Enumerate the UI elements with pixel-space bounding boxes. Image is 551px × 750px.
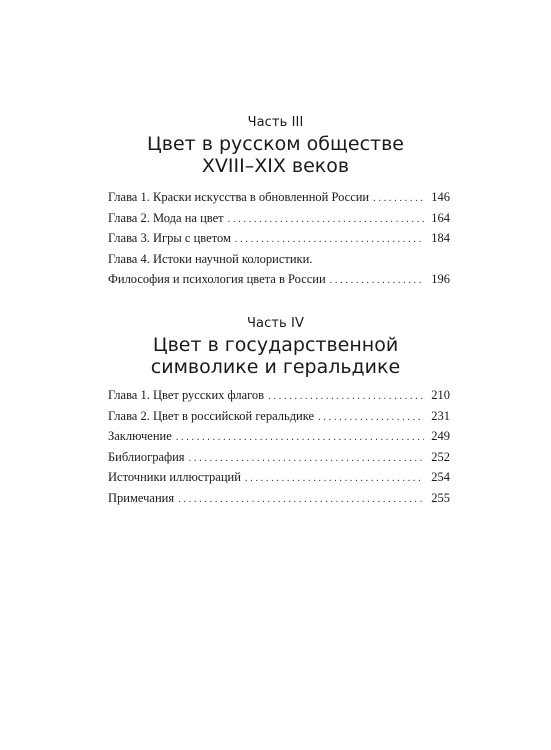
dot-leader [235,230,424,251]
toc-entry-page: 146 [431,190,450,204]
toc-entry-title: Библиография [108,449,185,464]
part-3-title-line-1: Цвет в русском обществе [147,133,404,155]
toc-entry-page: 255 [431,490,450,505]
toc-entry-title: Глава 1. Цвет русских флагов [108,388,265,402]
toc-entry[interactable] [108,488,450,509]
part-4-title-line-2: символике и геральдике [150,356,401,378]
toc-entry[interactable] [108,426,450,447]
toc-entry[interactable] [108,467,450,488]
part-3-toc-list [108,187,450,290]
dot-leader [373,189,424,210]
toc-entry[interactable] [108,269,450,290]
dot-leader [228,210,424,231]
part-4-toc-list [108,385,450,508]
toc-entry[interactable] [108,249,450,270]
toc-entry-page: 249 [431,429,450,443]
toc-entry-title: Примечания [108,490,175,505]
toc-entry[interactable] [108,447,450,468]
part-3-title-line-2: XVIII–XIX веков [201,155,350,177]
dot-leader [268,387,424,408]
dot-leader [245,469,424,490]
toc-entry-title: Глава 3. Игры с цветом [108,231,231,245]
dot-leader [189,449,424,470]
part-3-label: Часть III [247,115,304,130]
part-4-label: Часть IV [247,316,304,331]
toc-entry-title: Глава 2. Цвет в российской геральдике [108,408,315,423]
part-4-title-line-1: Цвет в государственной [152,334,399,356]
toc-entry-title: Философия и психология цвета в России [108,272,326,286]
toc-entry-page: 210 [431,388,450,402]
part-4-heading [0,316,551,378]
toc-entry-page: 196 [431,272,450,286]
dot-leader [318,408,424,429]
toc-entry-page: 164 [431,210,450,225]
toc-entry-title: Источники иллюстраций [108,470,241,484]
toc-entry[interactable] [108,187,450,208]
toc-entry-title: Заключение [108,429,172,443]
toc-entry-page: 231 [431,408,450,423]
dot-leader [178,490,424,511]
toc-entry-page: 184 [431,231,450,245]
toc-entry[interactable] [108,385,450,406]
toc-entry-title: Глава 2. Мода на цвет [108,210,224,225]
toc-entry-title: Глава 1. Краски искусства в обновленной России [108,190,370,204]
toc-entry[interactable] [108,228,450,249]
part-3-heading [0,115,551,177]
dot-leader [330,271,424,292]
toc-entry-page: 254 [431,470,450,484]
toc-entry[interactable] [108,406,450,427]
dot-leader [176,428,424,449]
toc-entry-page: 252 [431,449,450,464]
toc-entry-title: Глава 4. Истоки научной колористики. [108,251,313,266]
toc-entry[interactable] [108,208,450,229]
